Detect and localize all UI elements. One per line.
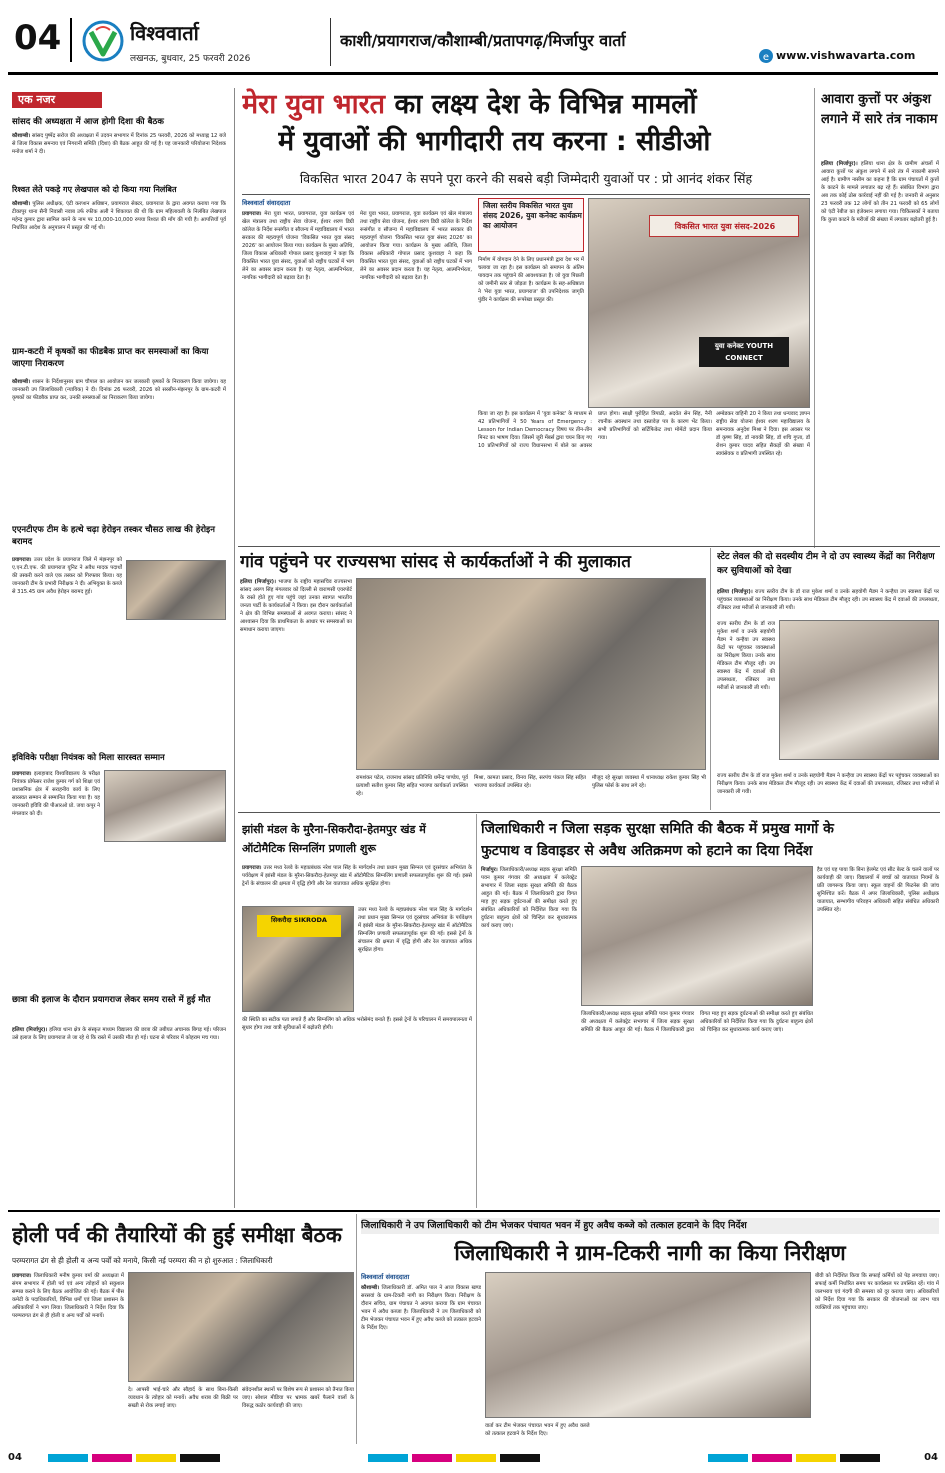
color-swatch <box>752 1454 792 1462</box>
color-swatch <box>456 1454 496 1462</box>
color-swatch <box>796 1454 836 1462</box>
sidebar <box>8 88 230 1208</box>
color-swatch <box>48 1454 88 1462</box>
road-safety-body: मिर्जापुर। जिलाधिकारी/अध्यक्ष सड़क सुरक्षा समिति पवन कुमार गंगवार की अध्यक्षता में कलेक्ट्रेट सभागार में जिला सड़क सुरक्षा समिति की बैठक आहूत की गई। बैठक में जिलाधिकारी द्वारा विगत माह हुए सड़क दुर्घटनाओं की समीक्षा करते हुए संबंधित अधिकारियों को निर्देशित किया गया कि दुर्घटना बाहुल्य क्षेत्रों को चिन्हित कर सुधारात्मक कार्य कराए जाएं। <box>481 867 577 929</box>
lead-photo <box>588 198 810 408</box>
state-team-body-bottom: राज्य स्तरीय टीम के डॉ राज मुकेश शर्मा व उनके सहयोगी मैडम ने कन्हैया उप स्वास्थ्य केंद्रों पर पहुंचकर व्यवस्थाओं का निरीक्षण किया। उनके साथ मेडिकल टीम मौजूद रही। उप स्वास्थ्य केंद्र में दवाओं की उपलब्धता, रजिस्टर तथा मरीजों से जानकारी ली गयी। <box>717 773 939 795</box>
brand-name: विश्ववार्ता <box>130 21 199 45</box>
tikri-story <box>356 1214 940 1444</box>
sidebar-item-title: सांसद की अध्यक्षता में आज होगी दिशा की बैठक <box>12 117 164 127</box>
sidebar-item-body: कौशाम्बी। शासन के निर्देशानुसार ग्राम चौपाल का आयोजन कर जलकारी कृषकों के निराकरण किया जायेगा। यह जानकारी उप जिलाधिकारी (न्यायिक) ने दी। दिनांक 26 फरवरी, 2026 को सरसीन-मंझनपुर के ग्राम-कटरी में कृषकों का फीडबैक प्राप्त कर, उनकी समस्याओं का निराकरण किया जायेगा। <box>12 379 226 401</box>
lead-body-col3: निर्माण में योगदान देने के लिए प्रधानमंत्री द्वारा देश भर में चलाया जा रहा है। इस कार्यक्रम को समापन के अंतिम पायदान तक पहुंचाने की आवश्यकता है। जो युवा पिछली को जमीनी स्तर से जोड़ता है। कार्यक्रम के सह-अधिष्ठाता ने 'मेरा युवा भारत, प्रयागराज' की उपनिदेशक जागृति पुंडीर ने कार्यक्रम की रूपरेखा प्रस्तुत की। <box>478 257 584 303</box>
sidebar-divider <box>234 88 235 1208</box>
footer-color-bar <box>8 1450 940 1466</box>
sidebar-item-body: कौशाम्बी। सांसद पुष्पेंद्र सरोज की अध्यक्षता में उदयन सभागार में दिनांक 25 फरवरी, 2026 को मध्याह्न 12 बजे से जिला विकास समन्वय एवं निगरानी समिति (दिशा) की बैठक आहूत की गई है। यह जानकारी परियोजना निदेशक मनोज शर्मा ने दी। <box>12 133 226 155</box>
color-swatch <box>500 1454 540 1462</box>
edition-title: काशी/प्रयागराज/कौशाम्बी/प्रतापगढ़/मिर्जापुर वार्ता <box>340 31 626 50</box>
sidebar-item-title: रिश्वत लेते पकड़े गए लेखपाल को दो किया गया निलंबित <box>12 185 177 194</box>
dateline: लखनऊ, बुधवार, 25 फरवरी 2026 <box>130 54 251 64</box>
gaon-headline: गांव पहुंचने पर राज्यसभा सांसद से कार्यकर्ताओं ने की मुलाकात <box>240 552 631 572</box>
holi-caption: दे। आपसी भाई-चारे और सौहार्द के साथ बिना-किसी व्यवधान के त्योहार को मनायें। अवैध शराब की बिक्री पर सख्ती से रोक लगाई जाए। <box>128 1387 238 1409</box>
lead-story <box>238 84 810 544</box>
tikri-byline: विश्ववार्ता संवाददाता <box>361 1273 410 1281</box>
sidebar-item-title: एएनटीएफ टीम के हत्थे चढ़ा हेरोइन तस्कर चौसठ लाख की हेरोइन बरामद <box>12 525 215 547</box>
subhead-rule <box>242 194 810 195</box>
photo-sign <box>699 337 789 367</box>
lead-body-col2: मेरा युवा भारत, प्रयागराज, युवा कार्यक्रम एवं खेल मंत्रालय तथा राष्ट्रीय सेवा योजना, ईश्वर शरण डिग्री कॉलेज के निर्देश रूसंगीत व सौजन्य में महाविद्यालय में भारत सरकार की महत्वपूर्ण योजना 'विकसित भारत युवा संसद 2026' का आयोजन किया गया। कार्यक्रम के मुख्य अतिथि, जिला विकास अधिकारी गोपाल प्रसाद कुशवाहा ने कहा कि विकसित भारत युवा संसद, युवाओं को राष्ट्रीय घटकों में भाग लेने का अवसर प्रदान करता है। यह नेतृत्व, आत्मनिर्भरता, नागरिक भागीदारी को बढ़ावा देता है। <box>360 211 472 281</box>
color-swatch <box>412 1454 452 1462</box>
brand-logo-icon <box>82 20 124 62</box>
sidebar-item-title: छात्रा की इलाज के दौरान प्रयागराज लेकर समय रास्ते में हुई मौत <box>12 995 211 1005</box>
sidebar-item-title: इविविके परीक्षा नियंत्रक को मिला सारस्वत सम्मान <box>12 753 165 763</box>
gaon-caption: मौजूद रहे सुरक्षा व्यवस्था में थानाध्यक्ष राकेश कुमार सिंह भी पुलिस फोर्स के साथ लगे रहे। <box>592 775 706 789</box>
photo-banner <box>649 215 799 237</box>
tikri-body-right: बीवी को निर्देशित किया कि सफाई कर्मियों को पेड़ लगवाया जाए। सफाई कर्मी निर्धारित समय पर कार्यस्थल पर उपस्थित रहें। गांव में जलभराव एवं गंदगी की समस्या को दूर कराया जाए। अधिकारियों को निर्देश दिया गया कि सरकार की योजनाओं का लाभ पात्र व्यक्तियों तक पहुंचाया जाए। <box>815 1273 939 1311</box>
state-team-body: राज्य स्तरीय टीम के डॉ राज मुकेश शर्मा व उनके सहयोगी मैडम ने कन्हैया उप स्वास्थ्य केंद्रों पर पहुंचकर व्यवस्थाओं का निरीक्षण किया। उनके साथ मेडिकल टीम मौजूद रही। उप स्वास्थ्य केंद्र में दवाओं की उपलब्धता, रजिस्टर तथा मरीजों से जानकारी ली गयी। <box>717 621 775 691</box>
gaon-photo <box>356 578 706 770</box>
gaon-caption: मिश्रा, कामता प्रसाद, विनय सिंह, सरपंच पंकज सिंह सहित भाजपा कार्यकर्ता उपस्थित रहे। <box>474 775 586 789</box>
state-team-story <box>710 548 940 810</box>
jhansi-body-right: उत्तर मध्य रेलवे के महाप्रबंधक नरेश पाल सिंह के मार्गदर्शन तथा प्रधान मुख्य सिग्नल एवं दूरसंचार अभियंता के पर्यवेक्षण में झांसी मंडल के मुरैना-सिकरौदा-हेतमपुर खंड में ऑटोमैटिक सिग्नलिंग प्रणाली सफलतापूर्वक शुरू की गई। इससे ट्रेनों के संचालन की क्षमता में वृद्धि होगी और रेल यातायात अधिक सुरक्षित होगा। <box>358 907 472 953</box>
road-safety-headline: जिलाधिकारी न जिला सड़क सुरक्षा समिति की बैठक में प्रमुख मार्गो के <box>481 821 834 837</box>
lead-body-col1: प्रयागराज। मेरा युवा भारत, प्रयागराज, युवा कार्यक्रम एवं खेल मंत्रालय तथा राष्ट्रीय सेवा योजना, ईश्वर शरण डिग्री कॉलेज के निर्देश रूसंगीत व सौजन्य में महाविद्यालय में भारत सरकार की महत्वपूर्ण योजना 'विकसित भारत युवा संसद 2026' का आयोजन किया गया। कार्यक्रम के मुख्य अतिथि, जिला विकास अधिकारी गोपाल प्रसाद कुशवाहा ने कहा कि विकसित भारत युवा संसद, युवाओं को राष्ट्रीय घटकों में भाग लेने का अवसर प्रदान करता है। यह नेतृत्व, आत्मनिर्भरता, नागरिक भागीदारी को बढ़ावा देता है। <box>242 211 354 281</box>
sidebar-item-title: ग्राम-कटरी में कृषकों का फीडबैक प्राप्त कर समस्याओं का किया जाएगा निराकरण <box>12 347 209 369</box>
jhansi-headline: झांसी मंडल के मुरैना-सिकरौदा-हेतमपुर खंड में ऑटोमैटिक सिग्नलिंग प्रणाली शुरू <box>242 823 426 855</box>
road-safety-story <box>476 814 940 1208</box>
color-swatch <box>180 1454 220 1462</box>
lead-body-bottom-right: अम्बेडकर वाहिनी 20 ने किया तथा धन्यवाद ज्ञापन राष्ट्रीय सेवा योजना ईश्वर शरण महाविद्यालय के समन्वयक अनुदेश मिश्रा ने दिया। इस अवसर पर डॉ कृष्ण सिंह, डॉ नायकी सिंह, डॉ शचि गुप्ता, डॉ रोशन कुमार यादव सहित सैकड़ों की संख्या में स्वयंसेवक व प्रतिभागी उपस्थित रहे। <box>716 411 810 457</box>
color-swatch <box>368 1454 408 1462</box>
road-safety-body-mid: जिलाधिकारी/अध्यक्ष सड़क सुरक्षा समिति पवन कुमार गंगवार की अध्यक्षता में कलेक्ट्रेट सभागार में जिला सड़क सुरक्षा समिति की बैठक आहूत की गई। बैठक में जिलाधिकारी द्वारा विगत माह हुए सड़क दुर्घटनाओं की समीक्षा करते हुए संबंधित अधिकारियों को निर्देशित किया गया कि दुर्घटना बाहुल्य क्षेत्रों को चिन्हित कर सुधारात्मक कार्य कराए जाएं। <box>581 1011 813 1033</box>
holi-story <box>8 1214 354 1444</box>
bottom-section-rule <box>8 1210 940 1212</box>
color-swatch <box>136 1454 176 1462</box>
gaon-caption: रामशंकर पटेल, राजनाथ सांसद प्रतिनिधि धर्मेन्द्र पाण्डेय, पूर्व प्रत्याशी सतीश कुमार सिंह सहित भाजपा कार्यकर्ता उपस्थित रहे। <box>356 775 468 797</box>
state-team-headline: स्टेट लेवल की दो सदस्यीय टीम ने दो उप स्वास्थ्य केंद्रों का निरीक्षण कर सुविधाओं को देखा <box>717 552 935 576</box>
sidebar-item-body: प्रयागराज। उत्तर प्रदेश के प्रयागराज जिले में मंझनपुर को ए.एन.टी.एफ. की प्रयागराज यूनिट ने अवैध मादक पदार्थों की तस्करी करने वाले एक तस्कर को गिरफ्तार किया। यह जानकारी टीम के प्रभारी निरीक्षक ने दी। अभियुक्त के कब्जे से 315.45 ग्राम अवैध हेरोइन बरामद हुई। <box>12 557 122 595</box>
photo-sign-text: युवा कनेक्ट YOUTH CONNECT <box>714 342 774 362</box>
tikri-headline: जिलाधिकारी ने ग्राम-टिकरी नागी का किया निरीक्षण <box>454 1241 846 1265</box>
sidebar-item-body: कौशाम्बी। पुलिस अधीक्षक, एंटी करप्शन अधिष्ठान, प्रयागराज सेक्टर, प्रयागराज के द्वारा अवगत कराया गया कि टीकापुर थाना सैनी निवासी नवाब उर्फ रफीक अली ने शिकायत की थी कि ग्राम महिलावली के निलंबित लेखपाल महेन्द्र कुमार द्वारा सामिल करने के नाम पर 10,000-10,000 रुपया रिश्वत की माँग की गयी है। आपत्तियाँ पूर्व निर्धारित आदेश के अनुपालन में प्रस्तुत की गई थी। <box>12 201 226 231</box>
masthead-divider <box>330 18 331 66</box>
lead-headline: मेरा युवा भारत का लक्ष्य देश के विभिन्न मामलों <box>242 89 697 120</box>
road-safety-photo <box>581 866 813 1006</box>
road-safety-headline-line2: फुटपाथ व डिवाइडर से अवैध अतिक्रमण को हटाने का दिया निर्देश <box>481 843 813 859</box>
website-link[interactable]: www.vishwavarta.com <box>776 49 916 62</box>
sidebar-item-body: प्रयागराज। इलाहाबाद विश्वविद्यालय के परीक्षा नियंत्रक प्रोफेसर राजेश कुमार गर्ग को शिक्षा एवं प्रशासनिक क्षेत्र में सराहनीय कार्य के लिए सारस्वत सम्मान से सम्मानित किया गया है। यह जानकारी इविवि की पीआरओ प्रो. जया कपूर ने मंगलवार को दी। <box>12 771 100 817</box>
state-team-body-top: हलिया (मिर्जापुर)। राज्य स्तरीय टीम के डॉ राज मुकेश शर्मा व उनके सहयोगी मैडम ने कन्हैया उप स्वास्थ्य केंद्रों पर पहुंचकर व्यवस्थाओं का निरीक्षण किया। उनके साथ मेडिकल टीम मौजूद रही। उप स्वास्थ्य केंद्र में दवाओं की उपलब्धता, रजिस्टर तथा मरीजों से जानकारी ली गयी। <box>717 589 939 611</box>
tikri-kicker: जिलाधिकारी ने उप जिलाधिकारी को टीम भेजकर पंचायत भवन में हुए अवैध कब्जे को तत्काल हटवाने के दिए निर्देश <box>361 1218 939 1234</box>
color-swatch <box>92 1454 132 1462</box>
page-number-footer-right: 04 <box>924 1452 938 1463</box>
holi-headline: होली पर्व की तैयारियों की हुई समीक्षा बैठक <box>12 1223 342 1247</box>
right-story-top <box>814 88 940 548</box>
sidebar-photo <box>126 560 226 620</box>
page-number-rule <box>70 18 72 62</box>
jhansi-body-bottom: की स्थिति का सटीक पता लगाते हैं और सिग्नलिंग को अधिक भरोसेमंद बनाते हैं। इससे ट्रेनों के परिचालन में समयपालनता में सुधार होगा तथा यात्री सुविधाओं में बढ़ोतरी होगी। <box>242 1017 472 1031</box>
photo-banner-text: विकसित भारत युवा संसद-2026 <box>674 222 776 231</box>
holi-subhead: परम्परागत ढंग से ही होली व अन्य पर्वों को मनाये, किसी नई परम्परा की न हो शुरुआत : जिलाधिकारी <box>12 1256 273 1265</box>
holi-photo <box>128 1272 354 1382</box>
jhansi-photo <box>242 906 354 1012</box>
sidebar-label: एक नजर <box>12 92 102 108</box>
holi-body-col3: संवेदनशील स्थानों पर विशेष रूप से प्रशासन को तैनात किया जाए। सोशल मीडिया पर भ्रामक खबरें फैलाने वालों के विरुद्ध कठोर कार्यवाही की जाए। <box>242 1387 354 1409</box>
tikri-body: कौशाम्बी। जिलाधिकारी डॉ. अमित पाल ने आज विकास खण्ड सरसवां के ग्राम-टिकरी नागी का निरीक्षण किया। निरीक्षण के दौरान सचिव, ग्राम पंचायत ने अवगत कराया कि ग्राम पंचायत भवन में अवैध कब्जा है। जिलाधिकारी ने उप जिलाधिकारी को टीम भेजकर पंचायत भवन में हुए अवैध कब्जे को तत्काल हटवाने के निर्देश दिए। <box>361 1285 481 1331</box>
masthead-bottom-rule <box>8 72 938 75</box>
lead-subhead: विकसित भारत 2047 के सपने पूरा करने की सबसे बड़ी जिम्मेदारी युवाओं पर : प्रो आनंद शंकर सिंह <box>299 171 753 186</box>
right-story-headline: आवारा कुत्तों पर अंकुश लगाने में सारे तंत्र नाकाम <box>821 92 938 127</box>
lead-headline-line2: में युवाओं की भागीदारी तय करना : सीडीओ <box>278 126 711 157</box>
masthead <box>0 0 945 78</box>
jhansi-story <box>238 814 474 1208</box>
color-swatch <box>708 1454 748 1462</box>
tikri-photo <box>485 1272 811 1418</box>
color-swatch <box>840 1454 880 1462</box>
road-safety-body-right: हैड एवं यह पाया कि बिना हेलमेट एवं सीट बेल्ट के चलने वालों पर कार्यवाही की जाए। विद्यालयों में बच्चों को यातायात नियमों के प्रति जागरूक किया जाए। स्कूल वाहनों की फिटनेस की जांच सुनिश्चित करें। बैठक में अपर जिलाधिकारी, पुलिस अधीक्षक यातायात, सम्भागीय परिवहन अधिकारी सहित संबंधित अधिकारी उपस्थित रहे। <box>817 867 939 913</box>
gaon-story <box>238 548 708 810</box>
state-team-photo <box>779 620 939 760</box>
page-number-footer: 04 <box>8 1452 22 1463</box>
lead-highlight-box <box>478 198 584 252</box>
page-number: 04 <box>14 18 62 58</box>
section-rule <box>238 546 940 547</box>
sidebar-photo <box>104 770 226 842</box>
lead-body-bottom: किया जा रहा है। इस कार्यक्रम में 'युवा कनेक्ट' के माध्यम से 42 प्रतिभागियों ने 50 Years of Emergency : Lesson for Indian Democracy विषय पर तीन-तीन मिनट का भाषण दिया। जिसमें जूरी मेंबर्स द्वारा चयन किए गए 10 प्रतिभागियों को राज्य विधानसभा में बोले का अवसर प्राप्त होगा। साक्षी पुरोहित त्रिपाठी, अदवेत सेन सिंह, नैनी रचनीक अवस्थान तथा दस्तावेज़ पत्र के कारण भेंट किया। सभी प्रतिभागियों को सर्टिफिकेट तथा मोमेंटो प्रदान किया गया। <box>478 411 712 449</box>
lead-byline: विश्ववार्ता संवाददाता <box>242 199 291 207</box>
gaon-body: हलिया (मिर्जापुर)। भाजपा के राष्ट्रीय महासचिव राज्यसभा सांसद अरुण सिंह मंगलवार को दिल्ली से वाराणसी एयरपोर्ट के रास्ते होते हुए गांव पहुंचे जहां उनका स्वागत भारतीय जनता पार्टी के कार्यकर्ताओं ने किया। इस दौरान कार्यकर्ताओं ने क्षेत्र की विभिन्न समस्याओं से अवगत कराया। सांसद ने आश्वासन दिया कि प्राथमिकता के आधार पर समस्याओं का समाधान कराया जाएगा। <box>240 579 352 633</box>
section-rule <box>238 812 940 813</box>
tikri-body-col2: वार्ता कर टीम भेजकर पंचायत भवन में हुए अवैध कब्जे को तत्काल हटवाने के निर्देश दिए। <box>485 1423 590 1437</box>
web-icon <box>758 48 774 64</box>
station-sign: सिकरौदा SIKRODA <box>257 915 341 937</box>
right-story-body: हलिया (मिर्जापुर)। हलिया थाना क्षेत्र के ग्रामीण अंचलों में आवारा कुत्तों पर अंकुश लगाने में सारे तंत्र में नाकामी सामने आई है। ग्रामीण नासीम का कहना है कि ग्राम पंचायतों में कुत्तों के काटने के मामले लगातार बढ़ रहे हैं। संबंधित विभाग द्वारा अब तक कोई ठोस कार्रवाई नहीं की गई है। जनवरी से अनुसार 23 फरवरी तक 12 लोगों को तीन 21 फरवरी को 65 लोगों को एंटी रेबीज का इंजेक्शन लगाया गया। चिकित्सकों ने बताया कि कुत्ता काटने के मरीजों की संख्या में लगातार बढ़ोतरी हुई है। <box>821 161 939 223</box>
holi-body: प्रयागराज। जिलाधिकारी मनीष कुमार वर्मा की अध्यक्षता में संगम सभागार में होली पर्व एवं अन्य त्योहारों को सकुशल सम्पन्न कराने के लिए बैठक आयोजित की गई। बैठक में पीस कमेटी के पदाधिकारियों, विभिन्न धर्मों एवं जिला प्रशासन के अधिकारियों ने भाग लिया। जिलाधिकारी ने निर्देश दिया कि परम्परागत ढंग से ही होली व अन्य पर्वों को मनायें। <box>12 1273 124 1319</box>
svg-text:e: e <box>762 52 770 63</box>
sidebar-item-body: हलिया (मिर्जापुर)। हलिया थाना क्षेत्र के संस्कृत माध्यम विद्यालय की छात्रा की तबीयत अचानक बिगड़ गई। परिजन उसे इलाज के लिए प्रयागराज ले जा रहे थे कि रास्ते में उसकी मौत हो गई। घटना से परिवार में कोहराम मच गया। <box>12 1027 226 1041</box>
jhansi-body: प्रयागराज। उत्तर मध्य रेलवे के महाप्रबंधक नरेश पाल सिंह के मार्गदर्शन तथा प्रधान मुख्य सिग्नल एवं दूरसंचार अभियंता के पर्यवेक्षण में झांसी मंडल के मुरैना-सिकरौदा-हेतमपुर खंड में ऑटोमैटिक सिग्नलिंग प्रणाली सफलतापूर्वक शुरू की गई। इससे ट्रेनों के संचालन की क्षमता में वृद्धि होगी और रेल यातायात अधिक सुरक्षित होगा। <box>242 865 472 887</box>
highlight-text: जिला स्तरीय विकसित भारत युवा संसद 2026, युवा कनेक्ट कार्यक्रम का आयोजन <box>483 201 582 230</box>
